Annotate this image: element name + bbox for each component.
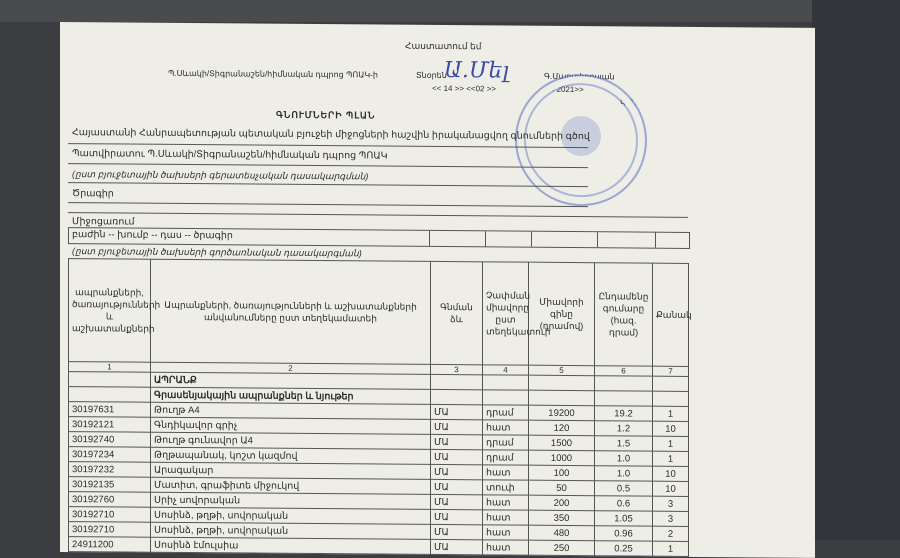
cell-code: 30192135 [69, 477, 151, 493]
cell-price: 1500 [529, 435, 595, 451]
cell-form: ՄԱ [431, 539, 483, 554]
cell-form: ՄԱ [431, 509, 483, 524]
col-number: 2 [151, 362, 431, 374]
cell-form: ՄԱ [431, 419, 483, 434]
cell-form: ՄԱ [431, 449, 483, 464]
program-label: Ծրագիր [72, 188, 114, 200]
header-total: Ընդամենը գումարը (հազ. դրամ) [595, 263, 653, 366]
cell-code: 30192760 [69, 492, 151, 508]
cell-form: ՄԱ [431, 479, 483, 494]
cell-name: Սոսինձ, թղթի, սովորական [151, 522, 431, 539]
seal-place-label: Կ.Տ. [620, 98, 636, 108]
cell-qty: 10 [653, 481, 689, 496]
cell-price: 120 [529, 420, 595, 436]
cell-code: 30192710 [69, 522, 151, 538]
table-header-row [69, 259, 689, 367]
header-price: Միավորի գինը (դրամով) [529, 262, 595, 366]
plan-subtitle: Հայաստանի Հանրապետության պետական բյուջեի միջոցների հաշվին իրականացվող գնումների գծով [72, 127, 590, 143]
cell-total: 0.6 [595, 496, 653, 511]
background-top [0, 0, 900, 22]
cell-unit: դրամ [483, 450, 529, 465]
cell-unit: հատ [483, 420, 529, 435]
cell-code: 30197631 [69, 402, 151, 418]
cell-qty: 1 [653, 451, 689, 466]
cell-unit: հատ [483, 510, 529, 525]
measure-label: Միջոցառում [72, 216, 135, 228]
cell-qty: 1 [653, 541, 689, 556]
cell-price: 1000 [529, 450, 595, 466]
cell-qty: 1 [653, 436, 689, 451]
cell-unit: դրամ [483, 405, 529, 420]
header-code: ապրանքների, ծառայությունների և աշխատանքների [69, 259, 151, 363]
cell-price: 19200 [529, 405, 595, 421]
cell-total: 0.25 [595, 541, 653, 556]
header-name: Ապրանքների, ծառայությունների և աշխատանքների անվանումները ըստ տեղեկամատեի [151, 259, 431, 364]
table-body [69, 402, 689, 557]
cell-total: 1.0 [595, 451, 653, 466]
background-right [812, 0, 900, 540]
approval-date: << 14 >> <<02 >> [432, 83, 497, 94]
approval-year: << 2021>> [545, 84, 584, 95]
cell-qty: 10 [653, 466, 689, 481]
cell-qty: 1 [653, 406, 689, 421]
cell-name: Սոսինձ էմուլսիա [151, 537, 431, 554]
divider [68, 182, 588, 187]
col-number: 7 [653, 366, 689, 376]
cell-code: 30192710 [69, 507, 151, 523]
col-number: 3 [431, 364, 483, 374]
cell-name: Թղթապանակ, կոշտ կազմով [151, 447, 431, 464]
director-label: Տնօրեն [416, 70, 447, 81]
divider [68, 163, 588, 168]
cell-form: ՄԱ [431, 464, 483, 479]
cell-unit: հատ [483, 495, 529, 510]
cell-price: 250 [529, 540, 595, 556]
cell-qty: 10 [653, 421, 689, 436]
cell-total: 0.96 [595, 526, 653, 541]
header-qty: Քանակ [653, 263, 689, 366]
col-number: 6 [595, 366, 653, 376]
col-number: 5 [529, 365, 595, 376]
cell-form: ՄԱ [431, 434, 483, 449]
signature: Ա.Մել [444, 58, 510, 84]
cell-code: 30192121 [69, 417, 151, 433]
cell-unit: հատ [483, 465, 529, 480]
divider [68, 212, 688, 218]
cell-price: 100 [529, 465, 595, 481]
cell-price: 200 [529, 495, 595, 511]
cell-total: 1.0 [595, 466, 653, 481]
cell-price: 480 [529, 525, 595, 541]
cell-total: 1.2 [595, 421, 653, 436]
cell-price: 50 [529, 480, 595, 496]
cell-name: Արագակար [151, 462, 431, 479]
approver-org: Պ.Սևակի/Տիգրանաշեն/հիմնական դպրոց ՊՈԱԿ-ի [168, 68, 378, 80]
cell-form: ՄԱ [431, 404, 483, 419]
col-number: 1 [69, 362, 151, 373]
approve-label: Հաստատում եմ [405, 40, 482, 52]
cell-qty: 3 [653, 496, 689, 511]
cell-form: ՄԱ [431, 524, 483, 539]
cell-name: Մատիտ, գրաֆիտե միջուկով [151, 477, 431, 494]
customer-note: (ըստ բյուջետային ծախսերի գերատեսչական դասակարգման) [72, 169, 369, 182]
cell-total: 1.5 [595, 436, 653, 451]
cell-name: Թուղթ A4 [151, 402, 431, 419]
cell-qty: 2 [653, 526, 689, 541]
cell-name: Գնդիկավոր գրիչ [151, 417, 431, 434]
director-name: Գ.Մարտիրոսյան [544, 71, 615, 82]
cell-total: 1.05 [595, 511, 653, 526]
cell-qty: 3 [653, 511, 689, 526]
cell-total: 0.5 [595, 481, 653, 496]
cell-code: 24911200 [69, 537, 151, 553]
divider [68, 143, 588, 148]
cell-name: Թուղթ գունավոր Ա4 [151, 432, 431, 449]
procurement-table [68, 258, 692, 557]
cell-code: 30197234 [69, 447, 151, 463]
code-line: բաժին -- խումբ -- դաս -- ծրագիր [72, 229, 233, 242]
cell-unit: դրամ [483, 435, 529, 450]
cell-code: 30192740 [69, 432, 151, 448]
subsection-title: Գրասենյակային ապրանքներ և նյութեր [151, 387, 431, 404]
customer-line: Պատվիրատու Պ.Սևակի/Տիգրանաշեն/հիմնական դպրոց ՊՈԱԿ [72, 148, 388, 162]
plan-title: ԳՆՈՒՄՆԵՐԻ ՊԼԱՆ [276, 109, 376, 121]
cell-name: Սոսինձ, թղթի, սովորական [151, 507, 431, 524]
section-title: ԱՊՐԱՆՔ [151, 372, 431, 389]
col-number: 4 [483, 365, 529, 375]
cell-form: ՄԱ [431, 494, 483, 509]
header-form: Գնման ձև [431, 261, 483, 364]
document-page [60, 22, 815, 558]
cell-unit: հատ [483, 540, 529, 555]
cell-unit: տուփ [483, 480, 529, 495]
cell-code: 30197232 [69, 462, 151, 478]
header-unit: Չափման միավորը ըստ տեղեկատուի [483, 262, 529, 365]
cell-name: Սրիչ սովորական [151, 492, 431, 509]
cell-price: 350 [529, 510, 595, 526]
code-note: (ըստ բյուջետային ծախսերի գործառնական դասակարգման) [72, 246, 362, 259]
divider [68, 202, 588, 207]
cell-total: 19.2 [595, 406, 653, 421]
cell-unit: հատ [483, 525, 529, 540]
